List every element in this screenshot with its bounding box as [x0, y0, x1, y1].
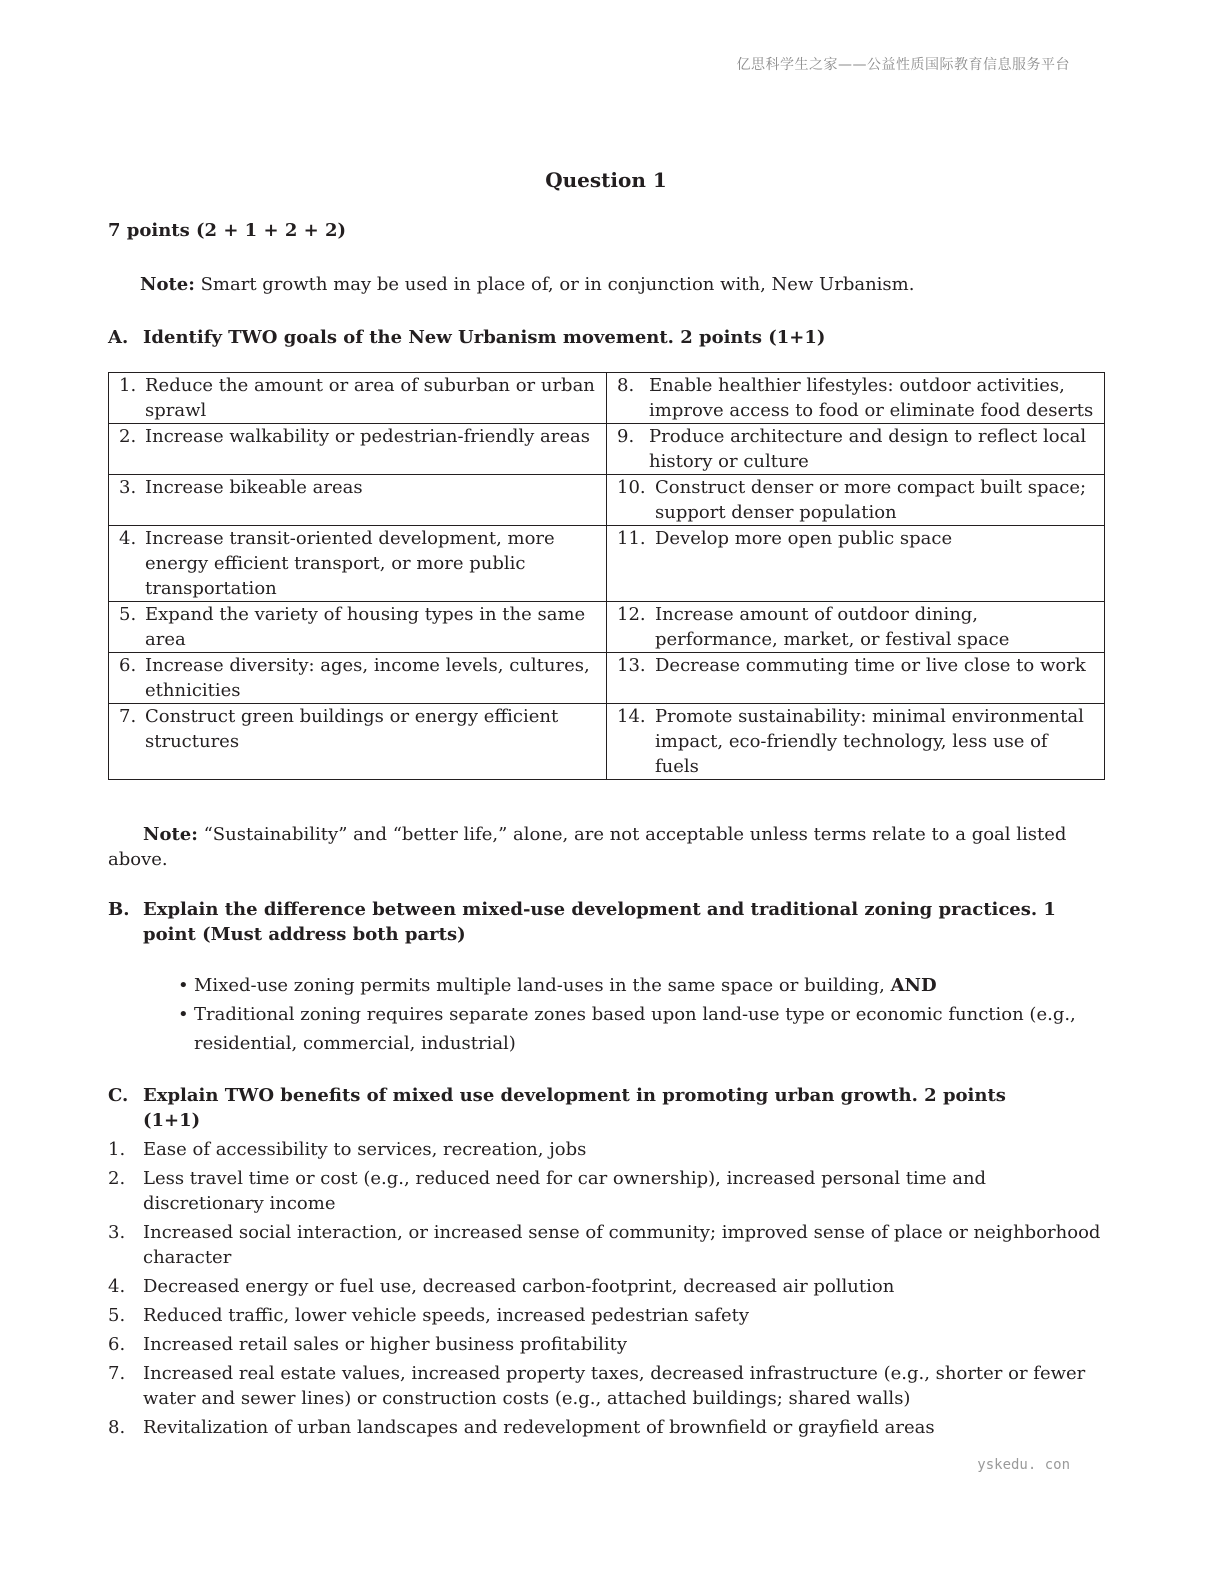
benefit-number: 6.	[108, 1334, 126, 1355]
goal-text: Increase walkability or pedestrian-friendly areas	[145, 426, 590, 447]
goal-text: Promote sustainability: minimal environmental impact, eco-friendly technology, less use of fuels	[655, 706, 1084, 777]
goals-cell	[607, 475, 1105, 526]
goals-cell	[109, 526, 607, 602]
goals-row	[109, 704, 1105, 780]
goal-number: 13.	[617, 655, 646, 676]
goal-text: Enable healthier lifestyles: outdoor activities, improve access to food or eliminate food deserts	[649, 375, 1094, 421]
benefits-list	[108, 1137, 1108, 1444]
part-a-heading	[108, 325, 1108, 350]
benefit-item	[108, 1361, 1108, 1411]
benefit-item	[108, 1274, 1108, 1299]
goals-cell	[607, 704, 1105, 780]
benefit-text: Less travel time or cost (e.g., reduced need for car ownership), increased personal time and discretionary income	[143, 1168, 987, 1214]
benefit-text: Increased real estate values, increased property taxes, decreased infrastructure (e.g., shorter or fewer water and sewer lines) or construction costs (e.g., attached buildings; shared walls)	[143, 1363, 1086, 1409]
note-smart-growth	[140, 274, 914, 295]
goal-number: 7.	[119, 706, 137, 727]
goals-cell	[607, 526, 1105, 602]
bullet-item	[178, 1000, 1078, 1058]
part-b-bullets	[178, 971, 1078, 1058]
benefit-item	[108, 1303, 1108, 1328]
benefit-text: Ease of accessibility to services, recreation, jobs	[143, 1139, 587, 1160]
bullet-text: Mixed-use zoning permits multiple land-uses in the same space or building,	[194, 975, 891, 996]
goals-cell	[607, 653, 1105, 704]
part-b-heading-text: Explain the difference between mixed-use development and traditional zoning practices. 1 point (Must address both parts)	[143, 899, 1056, 945]
goal-text: Increase amount of outdoor dining, performance, market, or festival space	[655, 604, 1010, 650]
goals-cell	[109, 653, 607, 704]
goal-number: 10.	[617, 477, 646, 498]
benefit-item	[108, 1220, 1108, 1270]
benefit-text: Increased retail sales or higher business profitability	[143, 1334, 627, 1355]
goal-text: Construct green buildings or energy efficient structures	[145, 706, 559, 752]
goal-number: 14.	[617, 706, 646, 727]
goals-cell	[109, 602, 607, 653]
goals-row	[109, 526, 1105, 602]
goals-row	[109, 602, 1105, 653]
goals-row	[109, 475, 1105, 526]
benefit-number: 4.	[108, 1276, 126, 1297]
part-c-heading-text: Explain TWO benefits of mixed use development in promoting urban growth. 2 points (1+1)	[143, 1085, 1006, 1131]
goal-text: Increase transit-oriented development, more energy efficient transport, or more public transportation	[145, 528, 555, 599]
benefit-text: Reduced traffic, lower vehicle speeds, increased pedestrian safety	[143, 1305, 750, 1326]
benefit-number: 1.	[108, 1139, 126, 1160]
note-sustainability	[108, 822, 1108, 872]
benefit-number: 5.	[108, 1305, 126, 1326]
goal-number: 8.	[617, 375, 635, 396]
goals-cell	[109, 373, 607, 424]
goal-number: 3.	[119, 477, 137, 498]
benefit-text: Increased social interaction, or increased sense of community; improved sense of place or neighborhood character	[143, 1222, 1101, 1268]
part-c-letter: C.	[108, 1085, 129, 1106]
benefit-item	[108, 1137, 1108, 1162]
benefit-number: 2.	[108, 1168, 126, 1189]
goal-number: 12.	[617, 604, 646, 625]
part-c-heading	[108, 1083, 1008, 1133]
note-label: Note:	[140, 274, 195, 295]
goals-row	[109, 653, 1105, 704]
benefit-number: 7.	[108, 1363, 126, 1384]
footer-watermark: yskedu. con	[977, 1457, 1070, 1473]
goals-cell	[607, 602, 1105, 653]
benefit-item	[108, 1415, 1108, 1440]
goals-cell	[109, 424, 607, 475]
goal-number: 2.	[119, 426, 137, 447]
goals-row	[109, 424, 1105, 475]
note2-text: “Sustainability” and “better life,” alone, are not acceptable unless terms relate to a goal listed above.	[108, 824, 1067, 870]
points-line: 7 points (2 + 1 + 2 + 2)	[108, 220, 346, 241]
goal-text: Decrease commuting time or live close to work	[655, 655, 1086, 676]
goals-cell	[109, 704, 607, 780]
goal-number: 6.	[119, 655, 137, 676]
benefit-item	[108, 1332, 1108, 1357]
benefit-item	[108, 1166, 1108, 1216]
bullet-dot: •	[178, 975, 189, 996]
goal-number: 5.	[119, 604, 137, 625]
header-watermark: 亿思科学生之家——公益性质国际教育信息服务平台	[736, 57, 1070, 73]
page-title: Question 1	[545, 168, 667, 192]
goal-text: Increase bikeable areas	[145, 477, 363, 498]
goal-text: Produce architecture and design to reflect local history or culture	[649, 426, 1087, 472]
goal-number: 4.	[119, 528, 137, 549]
goal-number: 9.	[617, 426, 635, 447]
bullet-item	[178, 971, 1078, 1000]
note-text: Smart growth may be used in place of, or in conjunction with, New Urbanism.	[194, 274, 915, 295]
part-b-letter: B.	[108, 899, 130, 920]
goals-table	[108, 372, 1105, 780]
goal-number: 11.	[617, 528, 646, 549]
bullet-and: AND	[890, 975, 937, 996]
goal-text: Expand the variety of housing types in the same area	[145, 604, 586, 650]
goal-text: Develop more open public space	[655, 528, 953, 549]
benefit-text: Revitalization of urban landscapes and redevelopment of brownfield or grayfield areas	[143, 1417, 935, 1438]
benefit-number: 8.	[108, 1417, 126, 1438]
goals-row	[109, 373, 1105, 424]
bullet-dot: •	[178, 1004, 189, 1025]
goal-text: Construct denser or more compact built space; support denser population	[655, 477, 1087, 523]
part-a-letter: A.	[108, 327, 129, 348]
goals-cell	[607, 373, 1105, 424]
goals-cell	[607, 424, 1105, 475]
goals-cell	[109, 475, 607, 526]
goal-text: Increase diversity: ages, income levels, cultures, ethnicities	[145, 655, 590, 701]
goal-number: 1.	[119, 375, 137, 396]
part-a-heading-text: Identify TWO goals of the New Urbanism movement. 2 points (1+1)	[143, 327, 826, 348]
benefit-number: 3.	[108, 1222, 126, 1243]
part-b-heading	[108, 897, 1108, 947]
benefit-text: Decreased energy or fuel use, decreased carbon-footprint, decreased air pollution	[143, 1276, 895, 1297]
note2-label: Note:	[143, 824, 198, 845]
bullet-text: Traditional zoning requires separate zones based upon land-use type or economic function (e.g., residential, commercial, industrial)	[194, 1004, 1076, 1054]
goal-text: Reduce the amount or area of suburban or urban sprawl	[145, 375, 595, 421]
